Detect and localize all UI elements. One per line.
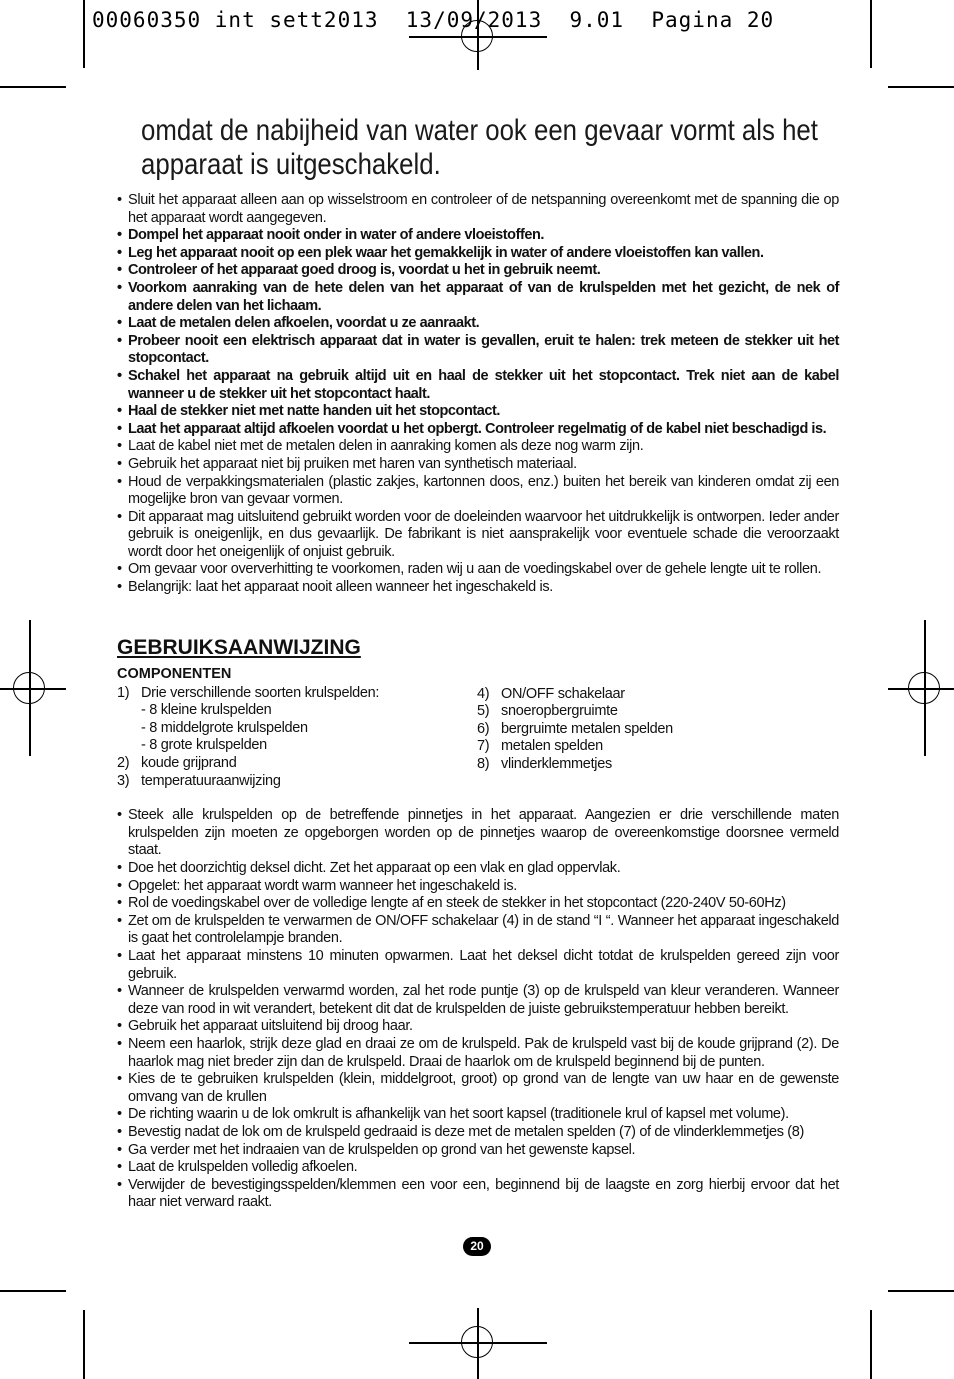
component-subitem: - 8 grote krulspelden (141, 737, 267, 754)
component-label: Drie verschillende soorten krulspelden: (141, 684, 380, 701)
instruction-item: • Ga verder met het indraaien van de krulspelden op grond van het gewenste kapsel. (117, 1142, 839, 1160)
components-right-column (477, 685, 673, 791)
safety-item: • Dompel het apparaat nooit onder in water of andere vloeistoffen. (117, 227, 839, 245)
safety-item: • Controleer of het apparaat goed droog is, voordat u het in gebruik neemt. (117, 262, 839, 280)
instruction-item: • Steek alle krulspelden op de betreffende pinnetjes in het apparaat. Aangezien er drie verschillende maten krulspelden zijn moeten ze opgeborgen worden op de pinnetjes waarop de overeenkomstige doorsnee vermeld staat. (117, 807, 839, 860)
instruction-item: • Gebruik het apparaat uitsluitend bij droog haar. (117, 1018, 839, 1036)
page-content (117, 114, 839, 1212)
crop-mark (0, 86, 66, 88)
component-label: temperatuuraanwijzing (141, 772, 281, 789)
instruction-item: • Doe het doorzichtig deksel dicht. Zet het apparaat op een vlak en glad oppervlak. (117, 860, 839, 878)
instruction-item: • De richting waarin u de lok omkrult is afhankelijk van het soort kapsel (traditionele krul of kapsel met volume). (117, 1106, 839, 1124)
components-title: COMPONENTEN (117, 665, 232, 682)
safety-item: • Laat het apparaat altijd afkoelen voordat u het opbergt. Controleer regelmatig of de kabel niet beschadigd is. (117, 421, 839, 439)
component-label: koude grijprand (141, 755, 237, 772)
component-number: 4) (477, 685, 490, 702)
safety-item: • Dit apparaat mag uitsluitend gebruikt worden voor de doeleinden waarvoor het uitdrukkelijk is ontworpen. Ieder ander gebruik is oneigenlijk, en dus gevaarlijk. De fabrikant is niet aansprakelijk voor eventuele schade die veroorzaakt wordt door het oneigenlijk of onjuist gebruik. (117, 509, 839, 562)
crop-mark (83, 0, 85, 68)
instruction-item: • Zet om de krulspelden te verwarmen de ON/OFF schakelaar (4) in de stand “I “. Wanneer het apparaat ingeschakeld is gaat het controlelampje branden. (117, 913, 839, 948)
safety-item: • Schakel het apparaat na gebruik altijd uit en haal de stekker uit het stopcontact. Trek niet aan de kabel wanneer u de stekker uit het stopcontact haalt. (117, 368, 839, 403)
component-label: bergruimte metalen spelden (501, 720, 673, 737)
safety-item: • Laat de metalen delen afkoelen, voordat u ze aanraakt. (117, 315, 839, 333)
component-item (477, 756, 673, 774)
instruction-item: • Neem een haarlok, strijk deze glad en draai ze om de krulspeld. Pak de krulspeld vast bij de koude grijprand (2). De haarlok mag niet breder zijn dan de krulspeld. Draai de haarlok om de krulspeld beginnend bij de punten. (117, 1036, 839, 1071)
component-number: 7) (477, 738, 490, 755)
component-label: ON/OFF schakelaar (501, 685, 625, 702)
print-slug: 00060350 int sett2013 13/09/2013 9.01 Pagina 20 (92, 8, 775, 32)
components-list (117, 685, 839, 791)
instructions-list (117, 807, 839, 1212)
crop-mark (888, 86, 954, 88)
safety-item: • Haal de stekker niet met natte handen uit het stopcontact. (117, 403, 839, 421)
safety-item: • Probeer nooit een elektrisch apparaat dat in water is gevallen, eruit te halen: trek meteen de stekker uit het stopcontact. (117, 333, 839, 368)
crop-mark (870, 0, 872, 68)
component-label: snoeropbergruimte (501, 703, 618, 720)
instruction-item: • Laat de krulspelden volledig afkoelen. (117, 1159, 839, 1177)
components-left-column (117, 685, 477, 791)
component-item (477, 703, 673, 721)
instruction-item: • Laat het apparaat minstens 10 minuten opwarmen. Laat het deksel dicht totdat de krulspelden gereed zijn voor gebruik. (117, 948, 839, 983)
component-label: metalen spelden (501, 738, 603, 755)
component-item (117, 755, 477, 773)
component-number: 1) (117, 684, 130, 701)
safety-list (117, 192, 839, 597)
component-number: 8) (477, 756, 490, 773)
page-number: 20 (463, 1237, 491, 1256)
component-item (117, 773, 477, 791)
component-number: 3) (117, 772, 130, 789)
crop-mark (0, 1290, 66, 1292)
section-title: GEBRUIKSAANWIJZING (117, 635, 361, 659)
safety-item: • Belangrijk: laat het apparaat nooit alleen wanneer het ingeschakeld is. (117, 579, 839, 597)
component-subitem: - 8 kleine krulspelden (141, 702, 272, 719)
component-subitem: - 8 middelgrote krulspelden (141, 719, 308, 736)
intro-heading: omdat de nabijheid van water ook een gevaar vormt als het apparaat is uitgeschakeld. (141, 114, 818, 181)
component-item (477, 738, 673, 756)
safety-item: • Leg het apparaat nooit op een plek waar het gemakkelijk in water of andere vloeistoffen kan vallen. (117, 245, 839, 263)
instruction-item: • Verwijder de bevestigingsspelden/klemmen een voor een, beginnend bij de laagste en zorg hierbij ervoor dat het haar niet verward raakt. (117, 1177, 839, 1212)
safety-item: • Voorkom aanraking van de hete delen van het apparaat of van de krulspelden met het gezicht, de nek of andere delen van het lichaam. (117, 280, 839, 315)
component-number: 2) (117, 755, 130, 772)
instruction-item: • Opgelet: het apparaat wordt warm wanneer het ingeschakeld is. (117, 878, 839, 896)
safety-item: • Gebruik het apparaat niet bij pruiken met haren van synthetisch materiaal. (117, 456, 839, 474)
component-item (477, 721, 673, 739)
crop-mark (83, 1310, 85, 1379)
safety-item: • Laat de kabel niet met de metalen delen in aanraking komen als deze nog warm zijn. (117, 438, 839, 456)
instruction-item: • Rol de voedingskabel over de volledige lengte af en steek de stekker in het stopcontact (220-240V 50-60Hz) (117, 895, 839, 913)
safety-item: • Sluit het apparaat alleen aan op wisselstroom en controleer of de netspanning overeenkomt met de spanning die op het apparaat wordt aangegeven. (117, 192, 839, 227)
crop-mark (888, 1290, 954, 1292)
component-item (477, 686, 673, 704)
crop-mark (870, 1310, 872, 1379)
component-number: 6) (477, 720, 490, 737)
component-item (117, 685, 477, 703)
instruction-item: • Kies de te gebruiken krulspelden (klein, middelgroot, groot) op grond van de lengte van uw haar en de gewenste omvang van de krullen (117, 1071, 839, 1106)
safety-item: • Om gevaar voor oververhitting te voorkomen, raden wij u aan de voedingskabel over de gehele lengte uit te rollen. (117, 561, 839, 579)
instruction-item: • Bevestig nadat de lok om de krulspeld gedraaid is deze met de metalen spelden (7) of de vlinderklemmetjes (8) (117, 1124, 839, 1142)
safety-item: • Houd de verpakkingsmaterialen (plastic zakjes, kartonnen doos, enz.) buiten het bereik van kinderen omdat zij een mogelijke bron van gevaar vormen. (117, 474, 839, 509)
component-number: 5) (477, 703, 490, 720)
instruction-item: • Wanneer de krulspelden verwarmd worden, zal het rode puntje (3) op de krulspeld van kleur veranderen. Wanneer deze van rood in wit verandert, betekent dit dat de krulspelden de juiste gebruikstemperatuur hebben bereikt. (117, 983, 839, 1018)
component-label: vlinderklemmetjes (501, 756, 612, 773)
